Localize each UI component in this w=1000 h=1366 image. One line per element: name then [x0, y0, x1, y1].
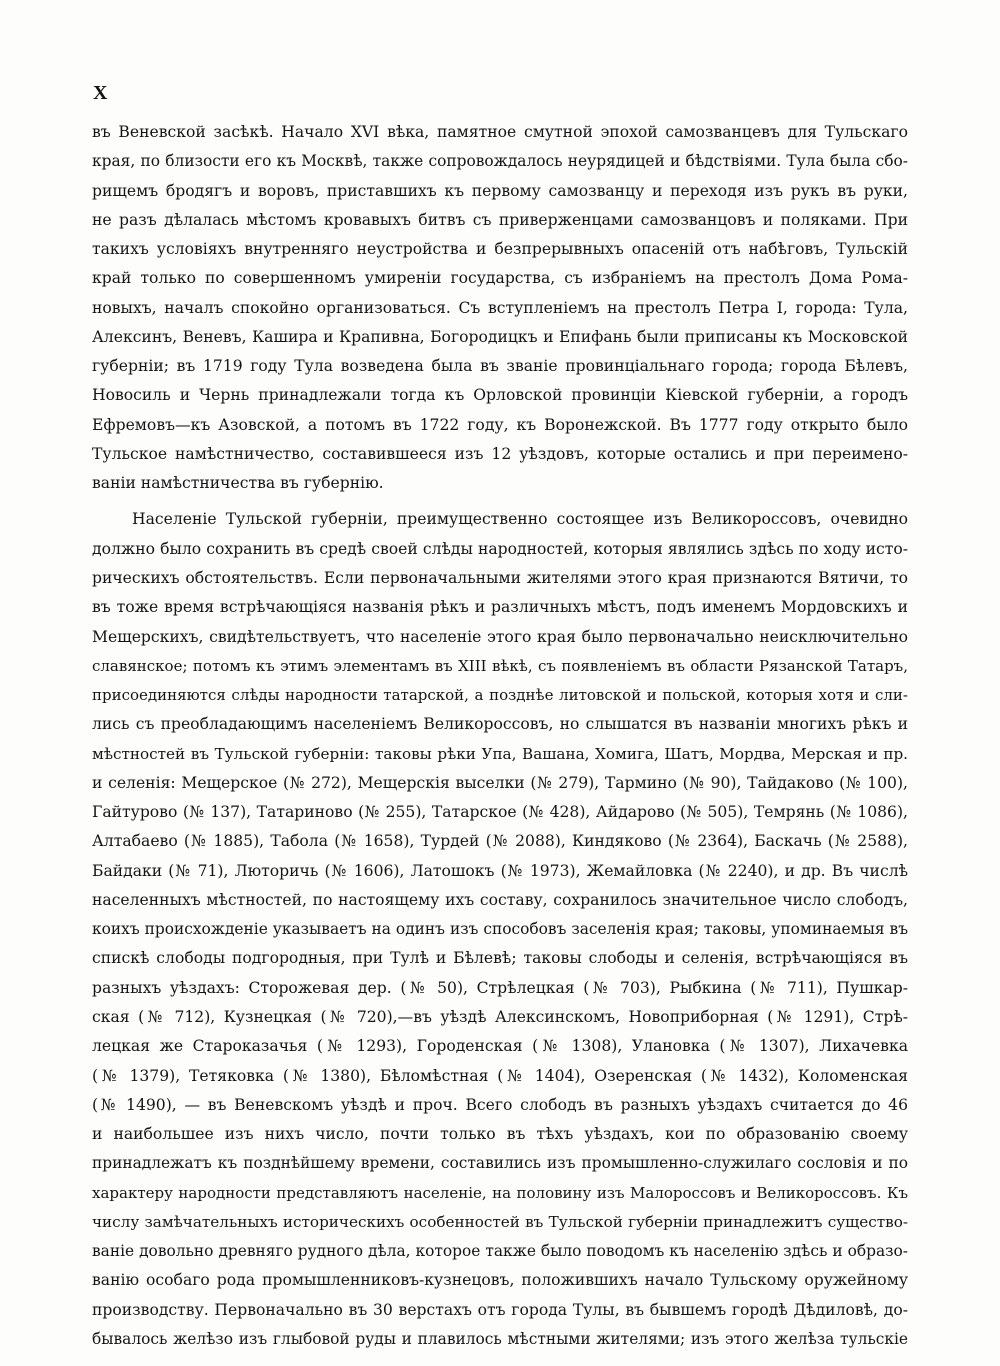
text-line: ваніи намѣстничества въ губернію.: [92, 474, 384, 493]
text-line: Населеніе Тульской губерніи, преимущественно состоящее изъ Великороссовъ, очевидно: [132, 510, 908, 529]
text-line: въ Веневской засѣкѣ. Начало XVI вѣка, памятное смутной эпохой самозванцевъ для Тульскаго: [92, 123, 908, 141]
text-line: ваніе довольно древняго рудного дѣла, которое также было поводомъ къ населенію здѣсь и образо-: [92, 1242, 908, 1261]
text-line: лись съ преобладающимъ населеніемъ Великороссовъ, но слышатся въ названіи многихъ рѣкъ и: [92, 715, 908, 734]
text-line: и наибольшее изъ нихъ число, почти только въ тѣхъ уѣздахъ, кои по образованію своему: [92, 1125, 908, 1144]
text-line: края, по близости его къ Москвѣ, также сопровождалось неурядицей и бѣдствіями. Тула была сбо-: [92, 152, 908, 171]
text-line: числу замѣчательныхъ историческихъ особенностей въ Тульской губерніи принадлежитъ существо-: [92, 1212, 908, 1231]
text-line: Алексинъ, Веневъ, Каширa и Крапивна, Богородицкъ и Епифань были приписаны къ Московской: [92, 327, 908, 346]
text-line: бывалось желѣзо изъ глыбовой руды и плавилось мѣстными жителями; изъ этого желѣза тульскіе: [92, 1329, 908, 1348]
text-line: въ тоже время встрѣчающіяся названія рѣкъ и различныхъ мѣстъ, подъ именемъ Мордовскихъ и: [92, 598, 908, 617]
text-line: Мещерскихъ, свидѣтельствуетъ, что населеніе этого края было первоначально неисключительно: [92, 627, 908, 646]
text-line: лецкая же Старoказачья (№ 1293), Городенская (№ 1308), Улановка (№ 1307), Лихачевка: [92, 1037, 908, 1056]
text-line: губерніи; въ 1719 году Тула возведена была въ званіе провинціальнаго города; города Бѣлевъ,: [92, 357, 908, 376]
paragraph-1: [92, 118, 908, 498]
text-line: Алтабаево (№ 1885), Табола (№ 1658), Турдей (№ 2088), Киндяково (№ 2364), Баскачь (№ 2588),: [92, 832, 908, 851]
text-line: разныхъ уѣздахъ: Сторожевая дер. (№ 50), Стрѣлецкая (№ 703), Рыбкина (№ 711), Пушкар-: [92, 978, 908, 997]
text-line: производству. Первоначально въ 30 верстахъ отъ города Тулы, въ бывшемъ городѣ Дѣдиловѣ, до-: [92, 1300, 908, 1319]
text-line: рическихъ обстоятельствъ. Если первоначальными жителями этого края признаются Вятичи, то: [92, 568, 908, 587]
page-number: X: [93, 82, 109, 104]
text-line: характеру народности представляютъ населеніе, на половину изъ Малороссовъ и Великороссовъ. Къ: [92, 1183, 908, 1202]
text-line: (№ 1490), — въ Веневскомъ уѣздѣ и проч. Всего слободъ въ разныхъ уѣздахъ считается до 46: [92, 1095, 908, 1114]
paragraph-2: [92, 505, 908, 1354]
text-line: мѣстностей въ Тульской губерніи: таковы рѣки Упа, Вашана, Хомига, Шатъ, Мордва, Мерская и пр.: [92, 744, 908, 763]
text-line: присоединяются слѣды народности татарской, а позднѣе литовской и польской, которыя хотя и сли-: [92, 686, 908, 705]
text-line: Гайтурово (№ 137), Татариново (№ 255), Татарское (№ 428), Айдарово (№ 505), Темрянь (№ 1086),: [92, 803, 908, 822]
text-line: спискѣ слободы подгородныя, при Тулѣ и Бѣлевѣ; таковы слободы и селенія, встрѣчающіяся въ: [92, 949, 908, 968]
text-line: ская (№ 712), Кузнецкая (№ 720),—въ уѣздѣ Алексинскомъ, Новоприборная (№ 1291), Стрѣ-: [92, 1007, 908, 1026]
text-line: рищемъ бродягъ и воровъ, приставшихъ къ первому самозванцу и переходя изъ рукъ въ руки,: [92, 181, 908, 200]
text-line: славянское; потомъ къ этимъ элементамъ въ XIII вѣкѣ, съ появленіемъ въ области Рязанской Татаръ,: [92, 656, 908, 675]
text-line: Ефремовъ—къ Азовской, а потомъ въ 1722 году, къ Воронежской. Въ 1777 году открыто было: [92, 415, 908, 434]
text-line: Тульское намѣстничество, составившееся изъ 12 уѣздовъ, которые остались и при переимено-: [92, 444, 908, 463]
text-line: Байдаки (№ 71), Люторичь (№ 1606), Латошокъ (№ 1973), Жемайловка (№ 2240), и др. Въ числѣ: [92, 861, 908, 880]
text-line: должно было сохранить въ средѣ своей слѣды народностей, которыя являлись здѣсь по ходу исто-: [92, 539, 908, 558]
text-line: коихъ происхожденіе указываетъ на одинъ изъ способовъ заселенія края; таковы, упоминаемыя въ: [92, 920, 908, 939]
text-line: Новосиль и Чернь принадлежали тогда къ Орловской провинціи Кіевской губерніи, а городъ: [92, 386, 908, 405]
text-line: (№ 1379), Тетяковка (№ 1380), Бѣломѣстная (№ 1404), Озеренская (№ 1432), Коломенская: [92, 1066, 908, 1085]
text-line: такихъ условіяхъ внутренняго неустройства и безпрерывныхъ опасеній отъ набѣговъ, Тульскій: [92, 240, 908, 259]
text-line: населенныхъ мѣстностей, по настоящему ихъ составу, сохранилось значительное число слободъ,: [92, 890, 908, 909]
body-text: [92, 118, 908, 1354]
text-line: принадлежатъ къ позднѣйшему времени, составились изъ промышленно-служилаго сословія и по: [92, 1154, 908, 1173]
text-line: и селенія: Мещерское (№ 272), Мещерскія выселки (№ 279), Тармино (№ 90), Тайдаково (№ 100),: [92, 773, 908, 792]
text-line: новыхъ, началъ спокойно организоваться. Съ вступленіемъ на престолъ Петра I, города: Тула,: [92, 298, 908, 317]
text-line: ванію особаго рода промышленниковъ-кузнецовъ, положившихъ начало Тульскому оружейному: [92, 1271, 908, 1290]
text-line: не разъ дѣлалась мѣстомъ кровавыхъ битвъ съ приверженцами самозванцовъ и поляками. При: [92, 210, 908, 229]
text-line: край только по совершенномъ умиреніи государства, съ избраніемъ на престолъ Дома Рома-: [92, 269, 908, 288]
